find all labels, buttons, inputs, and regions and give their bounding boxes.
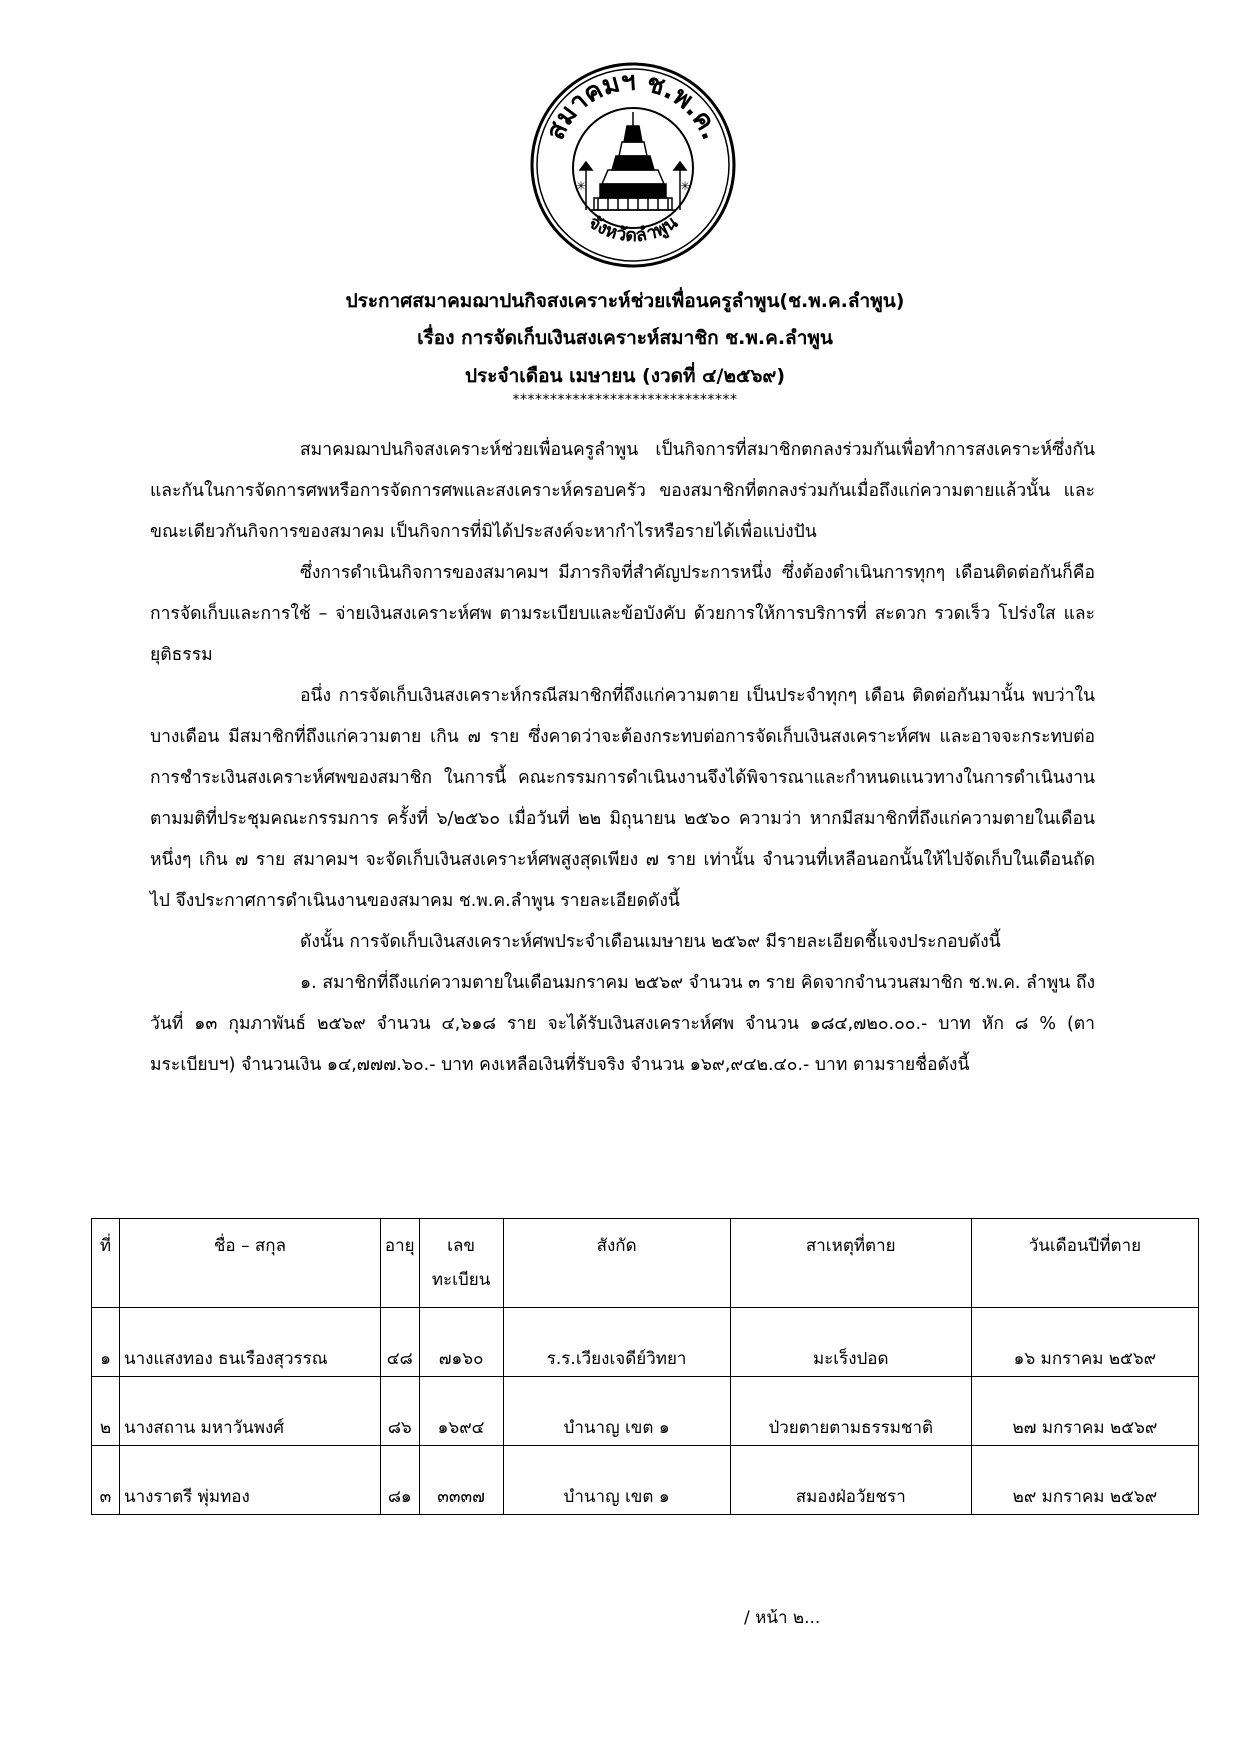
cell-registration: ๗๑๖๐ <box>419 1308 503 1377</box>
col-header-registration-line2: ทะเบียน <box>431 1270 491 1290</box>
announcement-body <box>150 430 1095 1086</box>
col-header-date: วันเดือนปีที่ตาย <box>971 1219 1198 1308</box>
cell-no: ๓ <box>92 1446 120 1515</box>
table-row <box>92 1377 1199 1446</box>
col-header-cause: สาเหตุที่ตาย <box>730 1219 971 1308</box>
cell-registration: ๑๖๙๔ <box>419 1377 503 1446</box>
col-header-age: อายุ <box>380 1219 419 1308</box>
deceased-members-table <box>91 1218 1199 1515</box>
separator-stars: ****************************** <box>512 392 738 408</box>
cell-affiliation: บำนาญ เขต ๑ <box>503 1377 730 1446</box>
table-row <box>92 1308 1199 1377</box>
paragraph-mission: ซึ่งการดำเนินกิจการของสมาคมฯ มีภารกิจที่สำคัญประการหนึ่ง ซึ่งต้องดำเนินการทุกๆ เดือนติดต่อกันก็คือ การจัดเก็บและการใช้ – จ่ายเงินสงเคราะห์ศพ ตามระเบียบและข้อบังคับ ด้วยการให้การบริการที่ สะดวก รวดเร็ว โปร่งใส และยุติธรรม <box>150 563 1095 665</box>
paragraph-policy: อนึ่ง การจัดเก็บเงินสงเคราะห์กรณีสมาชิกที่ถึงแก่ความตาย เป็นประจำทุกๆ เดือน ติดต่อกันมานั้น พบว่าในบางเดือน มีสมาชิกที่ถึงแก่ความตาย เกิน ๗ ราย ซึ่งคาดว่าจะต้องกระทบต่อการจัดเก็บเงินสงเคราะห์ศพ และอาจจะกระทบต่อการชำระเงินสงเคราะห์ศพของสมาชิก ในการนี้ คณะกรรมการดำเนินงานจึงได้พิจารณาและกำหนดแนวทางในการดำเนินงาน ตามมติที่ประชุมคณะกรรมการ ครั้งที่ ๖/๒๕๖๐ เมื่อวันที่ ๒๒ มิถุนายน ๒๕๖๐ ความว่า หากมีสมาชิกที่ถึงแก่ความตายในเดือนหนึ่งๆ เกิน ๗ ราย สมาคมฯ จะจัดเก็บเงินสงเคราะห์ศพสูงสุดเพียง ๗ ราย เท่านั้น จำนวนที่เหลือนอกนั้นให้ไปจัดเก็บในเดือนถัดไป จึงประกาศการดำเนินงานของสมาคม ช.พ.ค.ลำพูน รายละเอียดดังนี้ <box>150 686 1095 911</box>
paragraph-item-1: ๑. สมาชิกที่ถึงแก่ความตายในเดือนมกราคม ๒๕๖๙ จำนวน ๓ ราย คิดจากจำนวนสมาชิก ช.พ.ค. ลำพูน ถึง วันที่ ๑๓ กุมภาพันธ์ ๒๕๖๙ จำนวน ๔,๖๑๘ ราย จะได้รับเงินสงเคราะห์ศพ จำนวน ๑๘๔,๗๒๐.๐๐.- บาท หัก ๘ % (ตามระเบียบฯ) จำนวนเงิน ๑๔,๗๗๗.๖๐.- บาท คงเหลือเงินที่รับจริง จำนวน ๑๖๙,๙๔๒.๔๐.- บาท ตามรายชื่อดังนี้ <box>150 973 1095 1075</box>
cell-age: ๔๘ <box>380 1308 419 1377</box>
svg-text:จังหวัดลำพูน <box>585 211 682 246</box>
cell-date: ๑๖ มกราคม ๒๕๖๙ <box>971 1308 1198 1377</box>
seal-bottom-text: จังหวัดลำพูน <box>584 211 682 247</box>
star-icon: ✳ <box>576 179 587 193</box>
association-seal-logo <box>528 60 738 270</box>
announcement-subject: เรื่อง การจัดเก็บเงินสงเคราะห์สมาชิก ช.พ.ค.ลำพูน <box>417 327 833 349</box>
seal-top-text: สมาคมฯ ช.พ.ค. <box>540 66 726 145</box>
cell-affiliation: ร.ร.เวียงเจดีย์วิทยา <box>503 1308 730 1377</box>
cell-age: ๘๖ <box>380 1377 419 1446</box>
cell-no: ๒ <box>92 1377 120 1446</box>
paragraph-intro: สมาคมฌาปนกิจสงเคราะห์ช่วยเพื่อนครูลำพูน เป็นกิจการที่สมาชิกตกลงร่วมกันเพื่อทำการสงเคราะห์ซึ่งกันและกันในการจัดการศพหรือการจัดการศพและสงเคราะห์ครอบครัว ของสมาชิกที่ตกลงร่วมกันเมื่อถึงแก่ความตายแล้วนั้น และขณะเดียวกันกิจการของสมาคม เป็นกิจการที่มิได้ประสงค์จะหากำไรหรือรายได้เพื่อแบ่งปัน <box>150 440 1095 542</box>
cell-cause: ป่วยตายตามธรรมชาติ <box>730 1377 971 1446</box>
next-page-indicator: / หน้า ๒... <box>744 1608 821 1628</box>
col-header-affiliation: สังกัด <box>503 1219 730 1308</box>
pagoda-icon <box>580 112 686 210</box>
cell-name: นางราตรี พุ่มทอง <box>119 1446 380 1515</box>
cell-cause: มะเร็งปอด <box>730 1308 971 1377</box>
paragraph-details: ดังนั้น การจัดเก็บเงินสงเคราะห์ศพประจำเดือนเมษายน ๒๕๖๙ มีรายละเอียดชี้แจงประกอบดังนี้ <box>300 932 1001 952</box>
announcement-period: ประจำเดือน เมษายน (งวดที่ ๔/๒๕๖๙) <box>464 365 786 387</box>
cell-registration: ๓๓๓๗ <box>419 1446 503 1515</box>
cell-name: นางสถาน มหาวันพงศ์ <box>119 1377 380 1446</box>
cell-date: ๒๙ มกราคม ๒๕๖๙ <box>971 1446 1198 1515</box>
cell-cause: สมองฝ่อวัยชรา <box>730 1446 971 1515</box>
cell-affiliation: บำนาญ เขต ๑ <box>503 1446 730 1515</box>
col-header-registration <box>419 1219 503 1308</box>
cell-no: ๑ <box>92 1308 120 1377</box>
announcement-title: ประกาศสมาคมฌาปนกิจสงเคราะห์ช่วยเพื่อนครูลำพูน(ช.พ.ค.ลำพูน) <box>345 290 905 312</box>
cell-date: ๒๗ มกราคม ๒๕๖๙ <box>971 1377 1198 1446</box>
col-header-registration-line1: เลข <box>447 1236 475 1256</box>
col-header-name: ชื่อ – สกุล <box>119 1219 380 1308</box>
cell-age: ๘๑ <box>380 1446 419 1515</box>
star-icon: ✳ <box>680 179 691 193</box>
table-row <box>92 1446 1199 1515</box>
cell-name: นางแสงทอง ธนเรืองสุวรรณ <box>119 1308 380 1377</box>
table-header-row <box>92 1219 1199 1308</box>
col-header-no: ที่ <box>92 1219 120 1308</box>
